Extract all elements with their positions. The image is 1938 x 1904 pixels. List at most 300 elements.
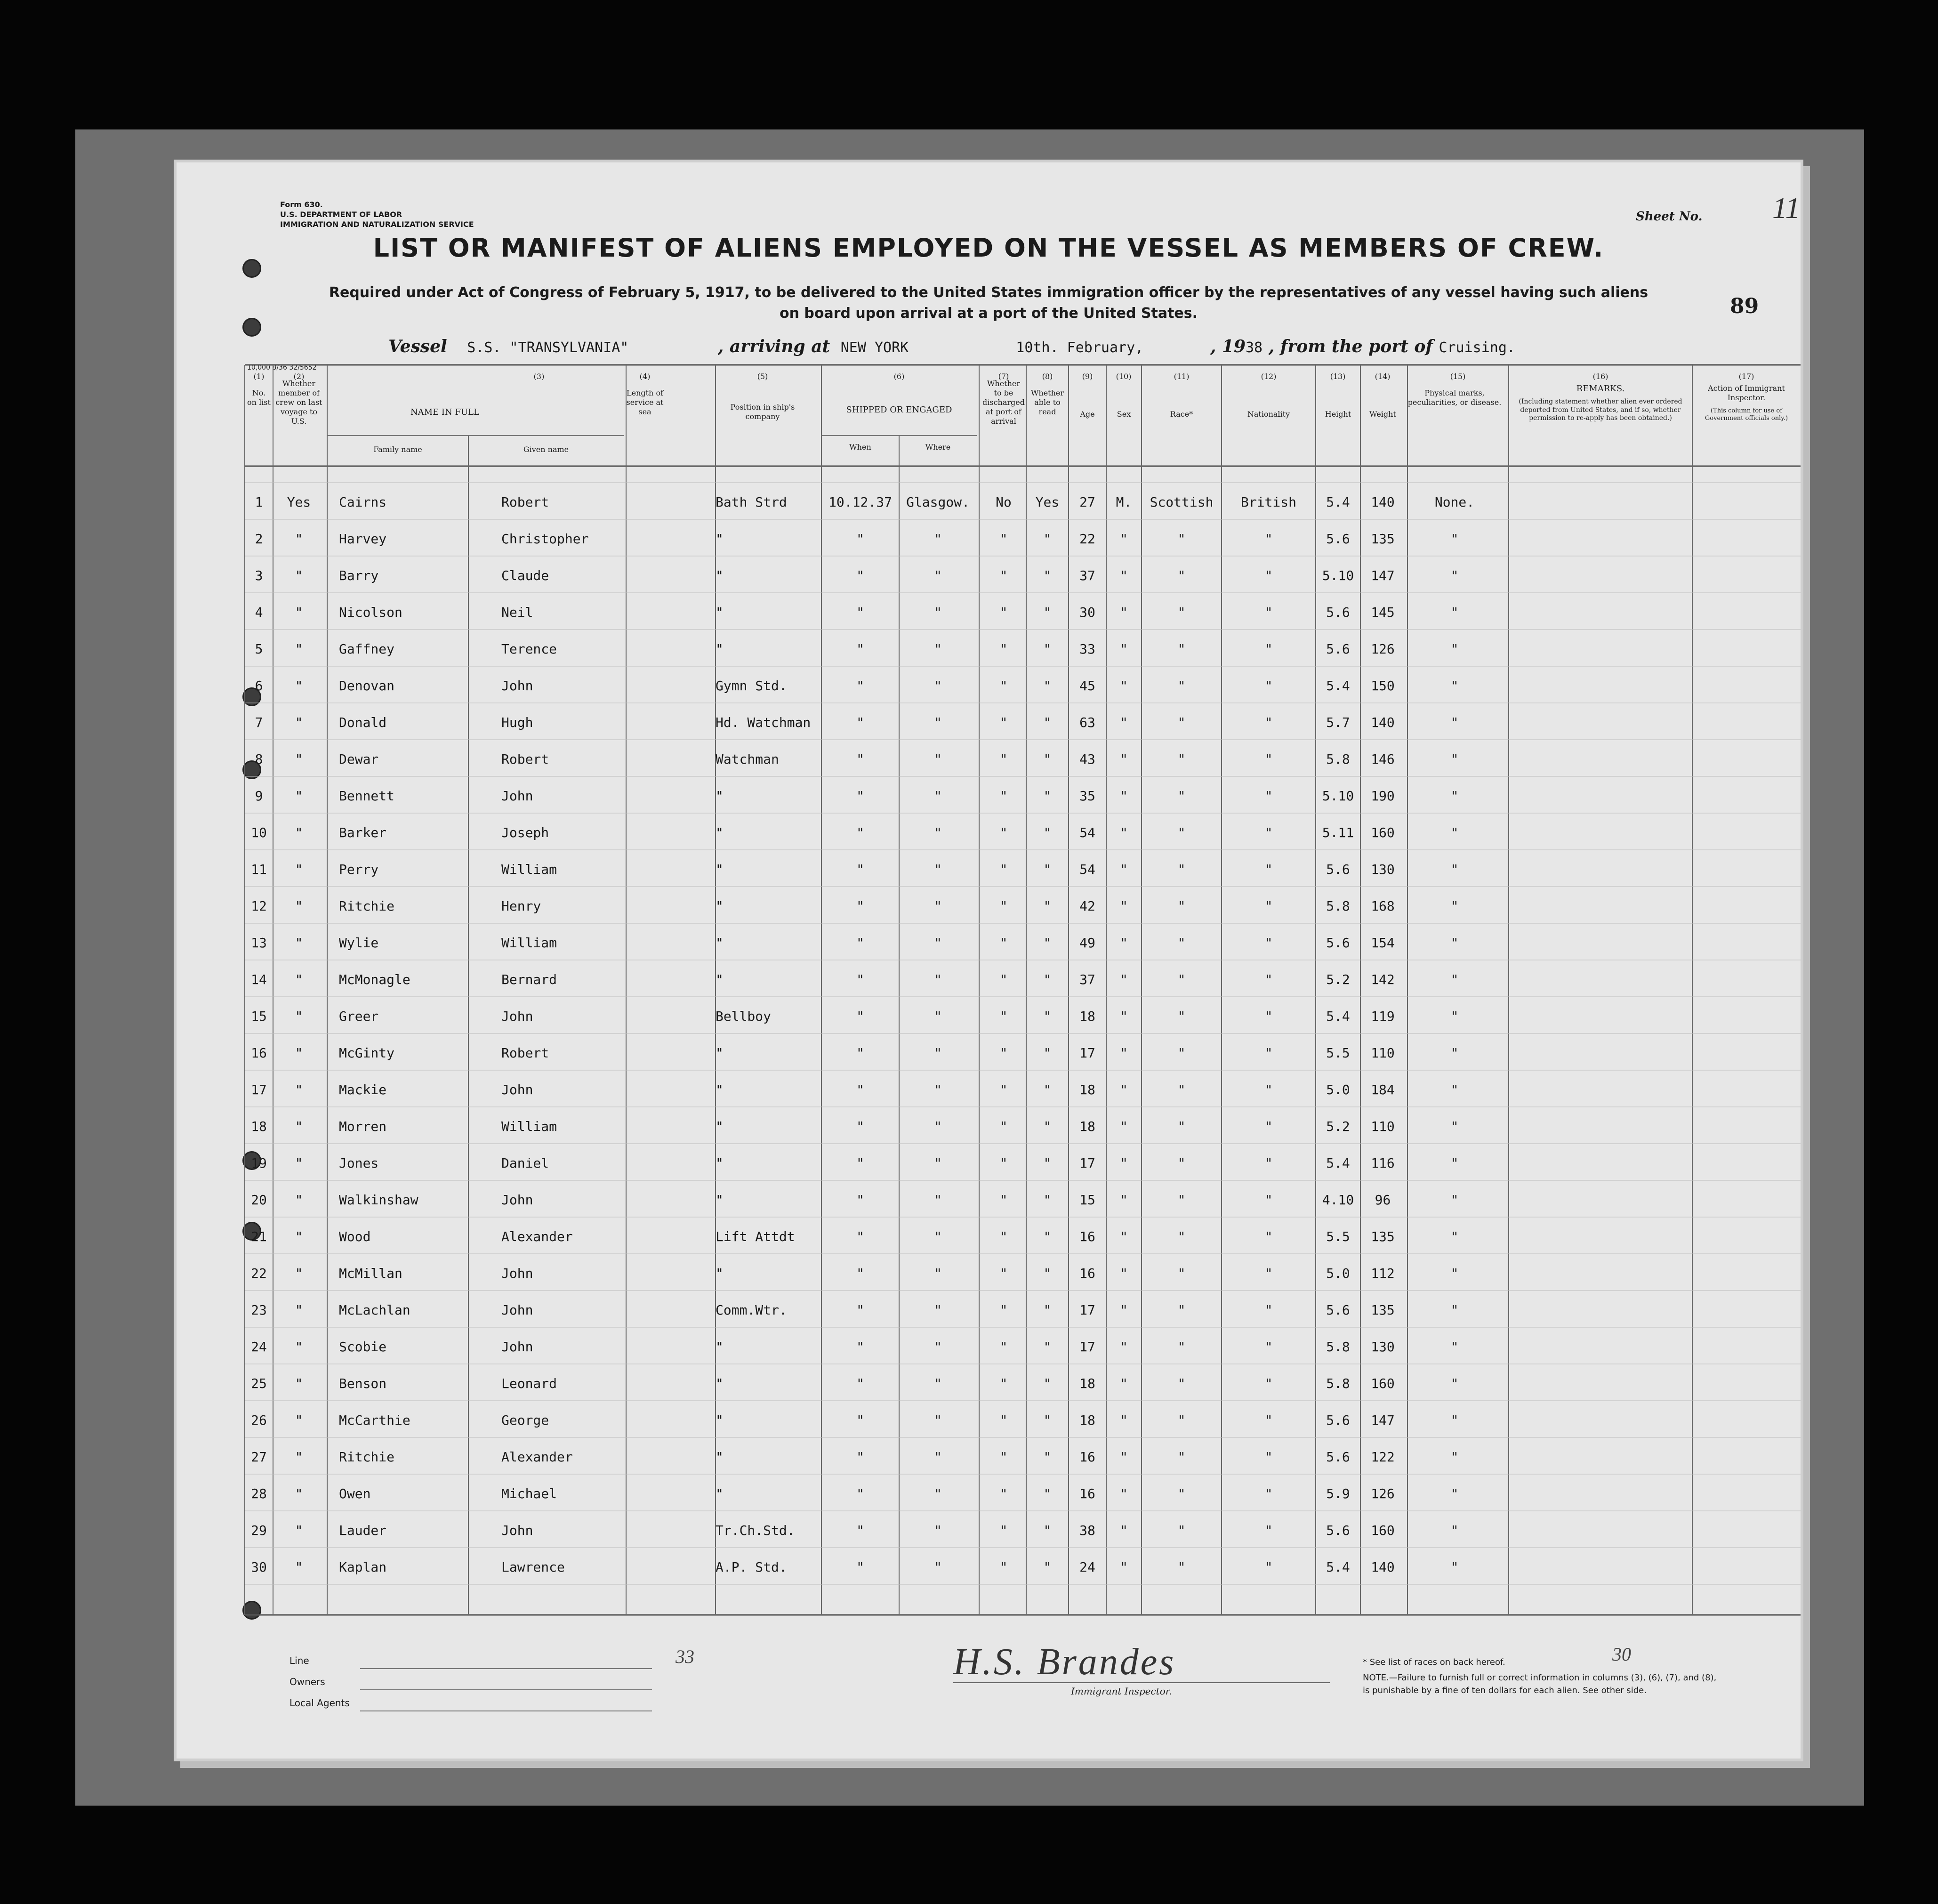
position: " <box>716 1155 724 1171</box>
sex: " <box>1120 1082 1128 1097</box>
able-to-read: " <box>1043 1008 1052 1024</box>
column-number: (7) <box>998 372 1009 381</box>
discharged-flag: " <box>999 1155 1008 1171</box>
age: 30 <box>1079 605 1095 620</box>
weight: 154 <box>1371 935 1395 951</box>
given-name: John <box>501 1339 533 1355</box>
physical-marks: " <box>1450 605 1459 620</box>
given-name: Robert <box>501 494 549 510</box>
age: 18 <box>1079 1412 1095 1428</box>
physical-marks: None. <box>1434 494 1475 510</box>
family-name: Walkinshaw <box>339 1192 418 1208</box>
race: " <box>1177 531 1186 547</box>
age: 37 <box>1079 972 1095 987</box>
age: 17 <box>1079 1339 1095 1355</box>
arriving-label: , arriving at <box>717 337 830 356</box>
family-name: Barker <box>339 825 387 840</box>
able-to-read: " <box>1043 1155 1052 1171</box>
nationality: " <box>1264 972 1273 987</box>
race: " <box>1177 898 1186 914</box>
crew-member-flag: " <box>295 972 303 987</box>
sex: " <box>1120 898 1128 914</box>
row-number: 17 <box>251 1082 267 1097</box>
height: 5.6 <box>1326 862 1350 877</box>
race: " <box>1177 788 1186 804</box>
position: " <box>716 898 724 914</box>
row-number: 3 <box>255 568 263 583</box>
able-to-read: " <box>1043 1559 1052 1575</box>
shipped-when: " <box>856 1559 864 1575</box>
column-number: (14) <box>1375 372 1391 381</box>
discharged-flag: " <box>999 641 1008 657</box>
family-name: Donald <box>339 715 387 730</box>
family-name: Bennett <box>339 788 395 804</box>
age: 38 <box>1079 1523 1095 1538</box>
position: " <box>716 1082 724 1097</box>
crew-member-flag: " <box>295 935 303 951</box>
discharged-flag: " <box>999 935 1008 951</box>
shipped-when: " <box>856 1266 864 1281</box>
nationality: " <box>1264 1339 1273 1355</box>
crew-member-flag: " <box>295 715 303 730</box>
nationality: " <box>1264 568 1273 583</box>
shipped-where: " <box>934 531 942 547</box>
height: 5.4 <box>1326 1008 1350 1024</box>
row-number: 1 <box>255 494 263 510</box>
weight: 145 <box>1371 605 1395 620</box>
nationality: " <box>1264 1376 1273 1391</box>
shipped-where: " <box>934 751 942 767</box>
nationality: " <box>1264 1449 1273 1465</box>
age: 54 <box>1079 825 1095 840</box>
sex: " <box>1120 1339 1128 1355</box>
height: 5.6 <box>1326 641 1350 657</box>
print-code: 10,000 8/36 32/5652 <box>247 364 317 371</box>
weight: 112 <box>1371 1266 1395 1281</box>
row-number: 11 <box>251 862 267 877</box>
discharged-flag: " <box>999 678 1008 694</box>
header-shipped-engaged: SHIPPED OR ENGAGED <box>846 405 952 415</box>
age: 35 <box>1079 788 1095 804</box>
physical-marks: " <box>1450 1266 1459 1281</box>
height: 5.6 <box>1326 531 1350 547</box>
crew-member-flag: " <box>295 531 303 547</box>
column-number: (17) <box>1738 372 1754 381</box>
age: 37 <box>1079 568 1095 583</box>
sex: " <box>1120 1155 1128 1171</box>
shipped-when: " <box>856 1486 864 1501</box>
weight: 135 <box>1371 1302 1395 1318</box>
shipped-where: " <box>934 568 942 583</box>
shipped-where: " <box>934 1412 942 1428</box>
discharged-flag: " <box>999 862 1008 877</box>
age: 17 <box>1079 1302 1095 1318</box>
nationality: " <box>1264 1412 1273 1428</box>
nationality: " <box>1264 1302 1273 1318</box>
race: " <box>1177 751 1186 767</box>
given-name: Neil <box>501 605 533 620</box>
nationality: " <box>1264 1192 1273 1208</box>
family-name: Gaffney <box>339 641 395 657</box>
given-name: Terence <box>501 641 557 657</box>
shipped-where: " <box>934 898 942 914</box>
shipped-when: " <box>856 1523 864 1538</box>
discharged-flag: " <box>999 1229 1008 1244</box>
physical-marks: " <box>1450 678 1459 694</box>
able-to-read: " <box>1043 531 1052 547</box>
header-race: Race* <box>1170 410 1193 419</box>
family-name: Jones <box>339 1155 379 1171</box>
weight: 147 <box>1371 568 1395 583</box>
height: 5.4 <box>1326 494 1350 510</box>
position: " <box>716 1376 724 1391</box>
given-name: Claude <box>501 568 549 583</box>
able-to-read: " <box>1043 1082 1052 1097</box>
height: 5.4 <box>1326 1155 1350 1171</box>
given-name: William <box>501 862 557 877</box>
discharged-flag: " <box>999 1119 1008 1134</box>
shipped-when: 10.12.37 <box>828 494 892 510</box>
header-no-on-list: No. on list <box>247 388 271 407</box>
height: 5.0 <box>1326 1082 1350 1097</box>
age: 63 <box>1079 715 1095 730</box>
sex: " <box>1120 678 1128 694</box>
shipped-where: " <box>934 788 942 804</box>
race: " <box>1177 1523 1186 1538</box>
race: " <box>1177 1449 1186 1465</box>
crew-member-flag: " <box>295 1559 303 1575</box>
given-name: Leonard <box>501 1376 557 1391</box>
given-name: John <box>501 1008 533 1024</box>
crew-member-flag: " <box>295 1082 303 1097</box>
given-name: Christopher <box>501 531 589 547</box>
given-name: Michael <box>501 1486 557 1501</box>
sex: " <box>1120 1045 1128 1061</box>
column-number: (5) <box>757 372 768 381</box>
weight: 150 <box>1371 678 1395 694</box>
nationality: " <box>1264 715 1273 730</box>
age: 49 <box>1079 935 1095 951</box>
crew-member-flag: Yes <box>287 494 311 510</box>
shipped-when: " <box>856 641 864 657</box>
weight: 126 <box>1371 1486 1395 1501</box>
family-name: Wood <box>339 1229 371 1244</box>
age: 18 <box>1079 1082 1095 1097</box>
able-to-read: " <box>1043 1045 1052 1061</box>
crew-member-flag: " <box>295 1192 303 1208</box>
races-note: * See list of races on back hereof. <box>1363 1657 1505 1667</box>
column-number: (13) <box>1330 372 1346 381</box>
family-name: McMonagle <box>339 972 410 987</box>
position: " <box>716 1119 724 1134</box>
shipped-where: " <box>934 1119 942 1134</box>
age: 16 <box>1079 1266 1095 1281</box>
able-to-read: " <box>1043 605 1052 620</box>
nationality: " <box>1264 1155 1273 1171</box>
physical-marks: " <box>1450 825 1459 840</box>
row-number: 2 <box>255 531 263 547</box>
header-height: Height <box>1325 410 1351 419</box>
nationality: " <box>1264 1008 1273 1024</box>
department-name: U.S. DEPARTMENT OF LABOR <box>280 210 402 219</box>
given-name: John <box>501 1082 533 1097</box>
shipped-when: " <box>856 715 864 730</box>
able-to-read: " <box>1043 678 1052 694</box>
position: " <box>716 1266 724 1281</box>
from-label: , from the port of <box>1268 337 1433 356</box>
row-number: 7 <box>255 715 263 730</box>
footer-agents-label: Local Agents <box>289 1697 350 1709</box>
row-number: 24 <box>251 1339 267 1355</box>
height: 5.4 <box>1326 678 1350 694</box>
header-family-name: Family name <box>373 445 422 454</box>
column-number: (12) <box>1261 372 1277 381</box>
height: 5.10 <box>1322 788 1354 804</box>
position: " <box>716 1192 724 1208</box>
header-discharged: Whether to be discharged at port of arrival <box>982 379 1025 426</box>
inspector-label: Immigrant Inspector. <box>1071 1686 1172 1697</box>
shipped-when: " <box>856 1339 864 1355</box>
race: " <box>1177 678 1186 694</box>
crew-member-flag: " <box>295 1449 303 1465</box>
shipped-where: " <box>934 935 942 951</box>
race: " <box>1177 568 1186 583</box>
footer-agents-rule <box>360 1710 652 1711</box>
physical-marks: " <box>1450 1008 1459 1024</box>
shipped-where: " <box>934 825 942 840</box>
position: A.P. Std. <box>716 1559 787 1575</box>
shipped-where: " <box>934 1155 942 1171</box>
weight: 140 <box>1371 494 1395 510</box>
shipped-where: " <box>934 641 942 657</box>
height: 5.4 <box>1326 1559 1350 1575</box>
race: " <box>1177 1192 1186 1208</box>
able-to-read: " <box>1043 1119 1052 1134</box>
footer-line-rule <box>360 1668 652 1669</box>
shipped-when: " <box>856 935 864 951</box>
nationality: " <box>1264 935 1273 951</box>
nationality: " <box>1264 1559 1273 1575</box>
race: " <box>1177 825 1186 840</box>
row-number: 28 <box>251 1486 267 1501</box>
position: Bath Strd <box>716 494 787 510</box>
discharged-flag: " <box>999 1486 1008 1501</box>
discharged-flag: " <box>999 972 1008 987</box>
crew-member-flag: " <box>295 898 303 914</box>
physical-marks: " <box>1450 1449 1459 1465</box>
sex: M. <box>1116 494 1132 510</box>
row-number: 26 <box>251 1412 267 1428</box>
physical-marks: " <box>1450 568 1459 583</box>
family-name: Mackie <box>339 1082 387 1097</box>
height: 5.8 <box>1326 1339 1350 1355</box>
family-name: McGinty <box>339 1045 395 1061</box>
weight: 116 <box>1371 1155 1395 1171</box>
able-to-read: Yes <box>1035 494 1060 510</box>
crew-member-flag: " <box>295 1008 303 1024</box>
nationality: " <box>1264 1523 1273 1538</box>
able-to-read: " <box>1043 1266 1052 1281</box>
discharged-flag: No <box>996 494 1012 510</box>
position: " <box>716 1045 724 1061</box>
row-number: 8 <box>255 751 263 767</box>
row-number: 29 <box>251 1523 267 1538</box>
crew-member-flag: " <box>295 1045 303 1061</box>
race: " <box>1177 1302 1186 1318</box>
shipped-where: " <box>934 1339 942 1355</box>
race: " <box>1177 1008 1186 1024</box>
position: Bellboy <box>716 1008 772 1024</box>
discharged-flag: " <box>999 751 1008 767</box>
height: 5.6 <box>1326 1449 1350 1465</box>
column-number: (11) <box>1174 372 1190 381</box>
column-number: (16) <box>1592 372 1608 381</box>
physical-marks: " <box>1450 862 1459 877</box>
sex: " <box>1120 531 1128 547</box>
position: " <box>716 862 724 877</box>
shipped-where: " <box>934 715 942 730</box>
able-to-read: " <box>1043 1486 1052 1501</box>
header-physical-marks: Physical marks, peculiarities, or disease. <box>1407 388 1502 407</box>
family-name: Harvey <box>339 531 387 547</box>
age: 18 <box>1079 1376 1095 1391</box>
position: " <box>716 1412 724 1428</box>
race: " <box>1177 1559 1186 1575</box>
shipped-when: " <box>856 568 864 583</box>
age: 43 <box>1079 751 1095 767</box>
given-name: Alexander <box>501 1449 573 1465</box>
crew-member-flag: " <box>295 678 303 694</box>
able-to-read: " <box>1043 1449 1052 1465</box>
position: " <box>716 1339 724 1355</box>
sex: " <box>1120 972 1128 987</box>
sex: " <box>1120 1376 1128 1391</box>
height: 5.6 <box>1326 1302 1350 1318</box>
discharged-flag: " <box>999 1523 1008 1538</box>
shipped-where: " <box>934 1302 942 1318</box>
position: Tr.Ch.Std. <box>716 1523 795 1538</box>
race: " <box>1177 1082 1186 1097</box>
weight: 130 <box>1371 862 1395 877</box>
shipped-when: " <box>856 678 864 694</box>
family-name: Owen <box>339 1486 371 1501</box>
physical-marks: " <box>1450 1486 1459 1501</box>
age: 16 <box>1079 1229 1095 1244</box>
signature-rule <box>953 1682 1330 1683</box>
shipped-where: " <box>934 862 942 877</box>
shipped-when: " <box>856 862 864 877</box>
header-name-in-full: NAME IN FULL <box>410 407 480 417</box>
shipped-where: " <box>934 1229 942 1244</box>
sex: " <box>1120 935 1128 951</box>
shipped-where: " <box>934 1192 942 1208</box>
row-number: 6 <box>255 678 263 694</box>
shipped-when: " <box>856 1008 864 1024</box>
family-name: Ritchie <box>339 1449 395 1465</box>
physical-marks: " <box>1450 1412 1459 1428</box>
position: Hd. Watchman <box>716 715 811 730</box>
sex: " <box>1120 715 1128 730</box>
shipped-where: " <box>934 1559 942 1575</box>
physical-marks: " <box>1450 751 1459 767</box>
nationality: " <box>1264 1229 1273 1244</box>
position: " <box>716 1486 724 1501</box>
family-name: Nicolson <box>339 605 402 620</box>
discharged-flag: " <box>999 1302 1008 1318</box>
physical-marks: " <box>1450 1559 1459 1575</box>
race: " <box>1177 715 1186 730</box>
header-able-read: Whether able to read <box>1030 388 1064 416</box>
family-name: Denovan <box>339 678 395 694</box>
discharged-flag: " <box>999 1339 1008 1355</box>
family-name: Greer <box>339 1008 379 1024</box>
header-position: Position in ship's company <box>730 403 795 421</box>
given-name: John <box>501 678 533 694</box>
race: " <box>1177 1266 1186 1281</box>
physical-marks: " <box>1450 641 1459 657</box>
arrival-year: 38 <box>1246 339 1263 356</box>
weight: 126 <box>1371 641 1395 657</box>
shipped-when: " <box>856 1082 864 1097</box>
weight: 140 <box>1371 715 1395 730</box>
weight: 110 <box>1371 1045 1395 1061</box>
nationality: " <box>1264 1119 1273 1134</box>
given-name: Joseph <box>501 825 549 840</box>
age: 16 <box>1079 1486 1095 1501</box>
able-to-read: " <box>1043 1229 1052 1244</box>
height: 5.9 <box>1326 1486 1350 1501</box>
from-port: Cruising. <box>1439 339 1515 356</box>
family-name: McLachlan <box>339 1302 410 1318</box>
able-to-read: " <box>1043 641 1052 657</box>
physical-marks: " <box>1450 1119 1459 1134</box>
sex: " <box>1120 1008 1128 1024</box>
given-name: John <box>501 1266 533 1281</box>
able-to-read: " <box>1043 788 1052 804</box>
given-name: Henry <box>501 898 541 914</box>
shipped-where: " <box>934 1523 942 1538</box>
age: 17 <box>1079 1045 1095 1061</box>
column-number: (4) <box>639 372 651 381</box>
nationality: " <box>1264 788 1273 804</box>
year-prefix: , 19 <box>1210 337 1246 356</box>
shipped-where: " <box>934 1486 942 1501</box>
header-action: Action of Immigrant Inspector. <box>1708 384 1785 402</box>
position: " <box>716 531 724 547</box>
column-number: (1) <box>253 372 265 381</box>
shipped-where: " <box>934 972 942 987</box>
crew-member-flag: " <box>295 1229 303 1244</box>
age: 45 <box>1079 678 1095 694</box>
column-number: (9) <box>1082 372 1093 381</box>
discharged-flag: " <box>999 568 1008 583</box>
physical-marks: " <box>1450 1229 1459 1244</box>
nationality: " <box>1264 1486 1273 1501</box>
age: 27 <box>1079 494 1095 510</box>
header-action-note: (This column for use of Government officials only.) <box>1705 407 1788 422</box>
given-name: Robert <box>501 1045 549 1061</box>
able-to-read: " <box>1043 825 1052 840</box>
sex: " <box>1120 1486 1128 1501</box>
race: " <box>1177 935 1186 951</box>
height: 5.6 <box>1326 1412 1350 1428</box>
penalty-note: NOTE.—Failure to furnish full or correct information in columns (3), (6), (7), and (8), is punishable by a fine of ten dollars for each alien. See other side. <box>1363 1673 1717 1695</box>
sex: " <box>1120 1266 1128 1281</box>
discharged-flag: " <box>999 605 1008 620</box>
nationality: " <box>1264 1266 1273 1281</box>
height: 5.7 <box>1326 715 1350 730</box>
crew-member-flag: " <box>295 1376 303 1391</box>
